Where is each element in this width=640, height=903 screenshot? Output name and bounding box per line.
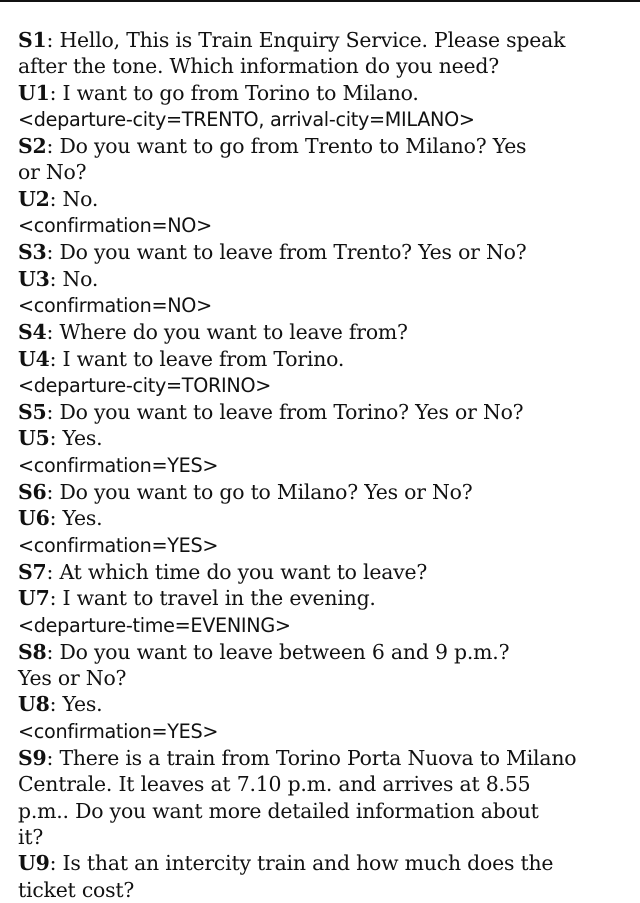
dialogue-line: [18, 266, 634, 292]
annotation-line: [18, 452, 634, 479]
annotation-line: [18, 292, 634, 319]
dialogue-line: [18, 80, 634, 106]
utterance-text: Centrale. It leaves at 7.10 p.m. and arrives at 8.55: [18, 772, 531, 797]
speaker-label: U8: [18, 692, 50, 717]
dialogue-line: [18, 505, 634, 531]
speaker-label: S7: [18, 559, 47, 584]
annotation-line: [18, 212, 634, 239]
semantic-annotation: <departure-city=TRENTO, arrival-city=MILANO>: [18, 107, 475, 131]
dialogue-line: [18, 877, 634, 903]
speaker-label: U2: [18, 186, 50, 211]
speaker-label: U9: [18, 851, 50, 876]
dialogue-line: [18, 399, 634, 425]
speaker-label: U5: [18, 426, 50, 451]
speaker-label: S4: [18, 320, 47, 345]
utterance-text: it?: [18, 824, 44, 849]
speaker-label: U3: [18, 266, 50, 291]
utterance-text: : Do you want to leave between 6 and 9 p.m.?: [46, 639, 510, 664]
dialogue-line: [18, 425, 634, 451]
utterance-text: : I want to travel in the evening.: [49, 586, 376, 611]
utterance-text: : Do you want to go to Milano? Yes or No?: [46, 480, 473, 505]
dialogue-line: [18, 798, 634, 824]
utterance-text: : No.: [49, 186, 99, 211]
annotation-line: [18, 106, 634, 133]
speaker-label: S9: [18, 746, 47, 771]
speaker-label: U4: [18, 346, 50, 371]
dialogue-line: [18, 27, 634, 53]
speaker-label: U6: [18, 506, 50, 531]
utterance-text: : Do you want to leave from Trento? Yes or No?: [46, 240, 527, 265]
semantic-annotation: <confirmation=YES>: [18, 533, 219, 557]
speaker-label: U1: [18, 80, 50, 105]
dialogue-line: [18, 850, 634, 876]
dialogue-line: [18, 665, 634, 691]
utterance-text: : Do you want to leave from Torino? Yes or No?: [46, 400, 524, 425]
utterance-text: : Do you want to go from Trento to Milano? Yes: [46, 134, 527, 159]
utterance-text: : Hello, This is Train Enquiry Service. Please speak: [46, 28, 566, 52]
dialogue-line: [18, 559, 634, 585]
utterance-text: after the tone. Which information do you need?: [18, 54, 499, 79]
speaker-label: S3: [18, 240, 47, 265]
utterance-text: : There is a train from Torino Porta Nuova to Milano: [46, 746, 577, 771]
speaker-label: S8: [18, 639, 47, 664]
annotation-line: [18, 612, 634, 639]
dialogue-line: [18, 319, 634, 345]
utterance-text: : Yes.: [49, 426, 103, 451]
top-rule: [0, 0, 640, 2]
utterance-text: ticket cost?: [18, 877, 135, 902]
annotation-line: [18, 532, 634, 559]
dialogue-line: [18, 239, 634, 265]
semantic-annotation: <departure-city=TORINO>: [18, 373, 272, 397]
speaker-label: U7: [18, 586, 50, 611]
semantic-annotation: <confirmation=NO>: [18, 293, 212, 317]
speaker-label: S2: [18, 134, 47, 159]
speaker-label: S5: [18, 400, 47, 425]
dialogue-line: [18, 159, 634, 185]
utterance-text: : Is that an intercity train and how much does the: [49, 851, 554, 876]
dialogue-line: [18, 53, 634, 79]
dialogue-line: [18, 771, 634, 797]
dialogue-line: [18, 745, 634, 771]
dialogue-line: [18, 824, 634, 850]
utterance-text: Yes or No?: [18, 666, 127, 691]
speaker-label: S1: [18, 28, 47, 52]
semantic-annotation: <confirmation=YES>: [18, 453, 219, 477]
semantic-annotation: <confirmation=YES>: [18, 719, 219, 743]
utterance-text: : Yes.: [49, 692, 103, 717]
dialogue-line: [18, 133, 634, 159]
utterance-text: : I want to go from Torino to Milano.: [49, 80, 419, 105]
dialogue-line: [18, 186, 634, 212]
utterance-text: or No?: [18, 160, 87, 185]
utterance-text: : Yes.: [49, 506, 103, 531]
utterance-text: : Where do you want to leave from?: [46, 320, 408, 345]
utterance-text: : I want to leave from Torino.: [49, 346, 345, 371]
speaker-label: S6: [18, 480, 47, 505]
dialogue-line: [18, 639, 634, 665]
semantic-annotation: <confirmation=NO>: [18, 214, 212, 238]
dialogue-line: [18, 585, 634, 611]
dialogue-line: [18, 346, 634, 372]
annotation-line: [18, 372, 634, 399]
dialogue-line: [18, 479, 634, 505]
utterance-text: : No.: [49, 266, 99, 291]
dialogue-line: [18, 691, 634, 717]
dialogue-transcript: [18, 27, 634, 903]
utterance-text: p.m.. Do you want more detailed information about: [18, 798, 539, 823]
semantic-annotation: <departure-time=EVENING>: [18, 613, 291, 637]
annotation-line: [18, 718, 634, 745]
utterance-text: : At which time do you want to leave?: [46, 559, 428, 584]
